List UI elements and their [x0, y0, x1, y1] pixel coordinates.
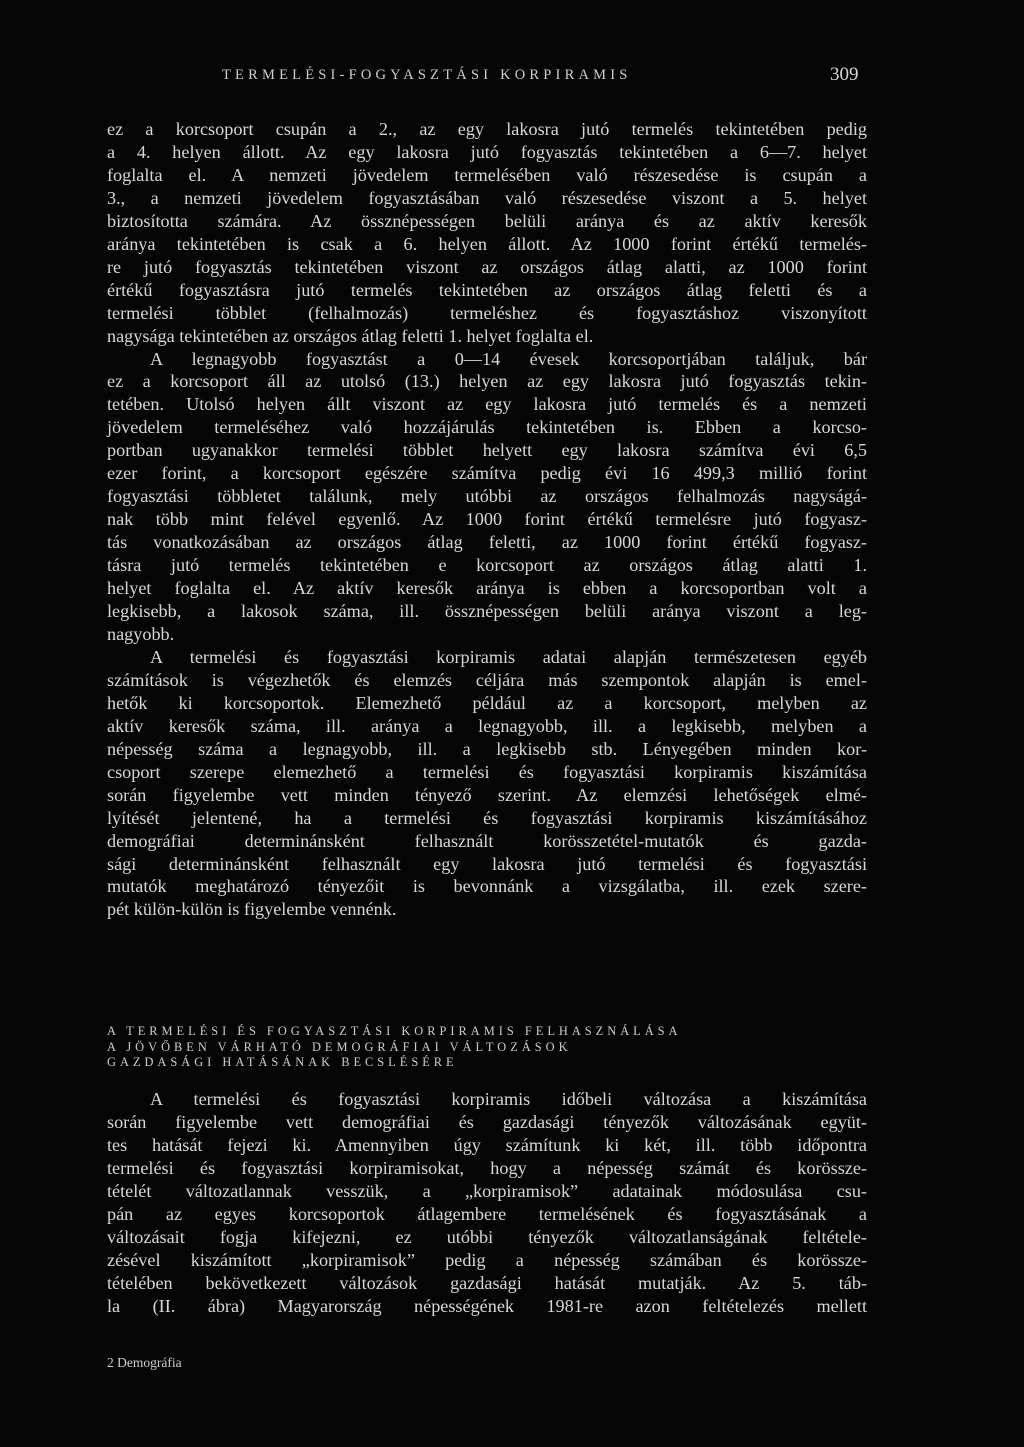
body-line: nak több mint felével egyenlő. Az 1000 forint értékű termelésre jutó fogyasz- [107, 509, 867, 530]
body-line: ezer forint, a korcsoport egészére számítva pedig évi 16 499,3 millió forint [107, 463, 867, 484]
body-line: portban ugyanakkor termelési többlet helyett egy lakosra számítva évi 6,5 [107, 440, 867, 461]
body-line: számítások is végezhetők és elemzés céljára más szempontok alapján is emel- [107, 669, 867, 690]
body-line: értékű fogyasztásra jutó termelés tekintetében az országos átlag feletti és a [107, 279, 867, 300]
body-line: A termelési és fogyasztási korpiramis adatai alapján természetesen egyéb [150, 646, 867, 667]
section-line: la (II. ábra) Magyarország népességének 1981-re azon feltételezés mellett [107, 1295, 867, 1316]
body-line: biztosította számára. Az össznépességen belüli aránya és az aktív keresők [107, 210, 867, 231]
section-line: zésével kiszámított „korpiramisok” pedig a népesség számában és korössze- [107, 1249, 867, 1270]
section-line: A termelési és fogyasztási korpiramis időbeli változása a kiszámítása [150, 1089, 867, 1109]
running-head: TERMELÉSI-FOGYASZTÁSI KORPIRAMIS [222, 67, 632, 83]
body-line: nagyobb. [107, 623, 175, 644]
body-line: ez a korcsoport csupán a 2., az egy lakosra jutó termelés tekintetében pedig [107, 119, 867, 139]
body-line: aránya tekintetében is csak a 6. helyen állott. Az 1000 forint értékű termelés- [107, 233, 867, 254]
body-line: tetében. Utolsó helyen állt viszont az egy lakosra jutó termelés és a nemzeti [107, 394, 867, 415]
body-line: foglalta el. A nemzeti jövedelem termelésében való részesedése is csupán a [107, 164, 867, 185]
section-text [107, 1088, 867, 1318]
body-line: tás vonatkozásában az országos átlag feletti, az 1000 forint értékű fogyasz- [107, 532, 867, 553]
body-line: fogyasztási többletet találunk, mely utóbbi az országos felhalmozás nagyságá- [107, 486, 867, 507]
body-text [107, 118, 867, 921]
body-line: a 4. helyen állott. Az egy lakosra jutó fogyasztás tekintetében a 6—7. helyet [107, 141, 867, 162]
body-line: pét külön-külön is figyelembe vennénk. [107, 899, 397, 920]
body-line: aktív keresők száma, ill. aránya a legnagyobb, ill. a legkisebb, melyben a [107, 715, 867, 736]
body-line: csoport szerepe elemezhető a termelési és fogyasztási korpiramis kiszámítása [107, 761, 867, 782]
section-heading-line: A TERMELÉSI ÉS FOGYASZTÁSI KORPIRAMIS FELHASZNÁLÁSA [107, 1024, 682, 1038]
section-line: során figyelembe vett demográfiai és gazdasági tényezők változásának együt- [107, 1111, 867, 1132]
body-line: A legnagyobb fogyasztást a 0—14 évesek korcsoportjában találjuk, bár [150, 348, 867, 369]
section-line: termelési és fogyasztási korpiramisokat, hogy a népesség számát és korössze- [107, 1157, 867, 1178]
body-line: re jutó fogyasztás tekintetében viszont az országos átlag alatti, az 1000 forint [107, 256, 867, 277]
body-line: helyet foglalta el. Az aktív keresők aránya is ebben a korcsoportban volt a [107, 578, 867, 599]
body-line: során figyelembe vett minden tényező szerint. Az elemzési lehetőségek elmé- [107, 784, 867, 805]
section-line: tételében bekövetkezett változások gazdasági hatását mutatják. Az 5. táb- [107, 1272, 867, 1293]
body-line: népesség száma a legnagyobb, ill. a legkisebb stb. Lényegében minden kor- [107, 738, 867, 759]
body-line: nagysága tekintetében az országos átlag feletti 1. helyet foglalta el. [107, 325, 594, 346]
body-line: ez a korcsoport áll az utolsó (13.) helyen az egy lakosra jutó fogyasztás tekin- [107, 371, 867, 392]
section-line: tes hatását fejezi ki. Amennyiben úgy számítunk ki két, ill. több időpontra [107, 1134, 867, 1155]
body-line: tásra jutó termelés tekintetében e korcsoport az országos átlag alatti 1. [107, 555, 867, 576]
body-line: demográfiai determinánsként felhasznált korösszetétel-mutatók és gazda- [107, 830, 867, 851]
body-line: termelési többlet (felhalmozás) termeléshez és fogyasztáshoz viszonyított [107, 302, 867, 323]
body-line: mutatók meghatározó tényezőit is bevonnánk a vizsgálatba, ill. ezek szere- [107, 876, 867, 897]
page-number: 309 [830, 64, 859, 85]
body-line: hetők ki korcsoportok. Elemezhető például az a korcsoport, melyben az [107, 692, 867, 713]
section-heading [107, 1024, 867, 1071]
body-line: 3., a nemzeti jövedelem fogyasztásában való részesedése viszont a 5. helyet [107, 187, 867, 208]
section-heading-line: A JÖVŐBEN VÁRHATÓ DEMOGRÁFIAI VÁLTOZÁSOK [107, 1039, 572, 1054]
body-line: jövedelem termeléséhez való hozzájárulás tekintetében is. Ebben a korcso- [107, 417, 867, 438]
section-heading-line: GAZDASÁGI HATÁSÁNAK BECSLÉSÉRE [107, 1055, 458, 1070]
footer-signature: 2 Demográfia [107, 1355, 182, 1370]
section-line: változásait fogja kifejezni, ez utóbbi tényezők változatlanságának feltétele- [107, 1226, 867, 1247]
body-line: lyítését jelentené, ha a termelési és fogyasztási korpiramis kiszámításához [107, 807, 867, 828]
section-line: pán az egyes korcsoportok átlagembere termelésének és fogyasztásának a [107, 1203, 867, 1224]
section-line: tételét változatlannak vesszük, a „korpiramisok” adatainak módosulása csu- [107, 1180, 867, 1201]
body-line: legkisebb, a lakosok száma, ill. össznépességen belüli aránya viszont a leg- [107, 601, 867, 622]
body-line: sági determinánsként felhasznált egy lakosra jutó termelési és fogyasztási [107, 853, 867, 874]
